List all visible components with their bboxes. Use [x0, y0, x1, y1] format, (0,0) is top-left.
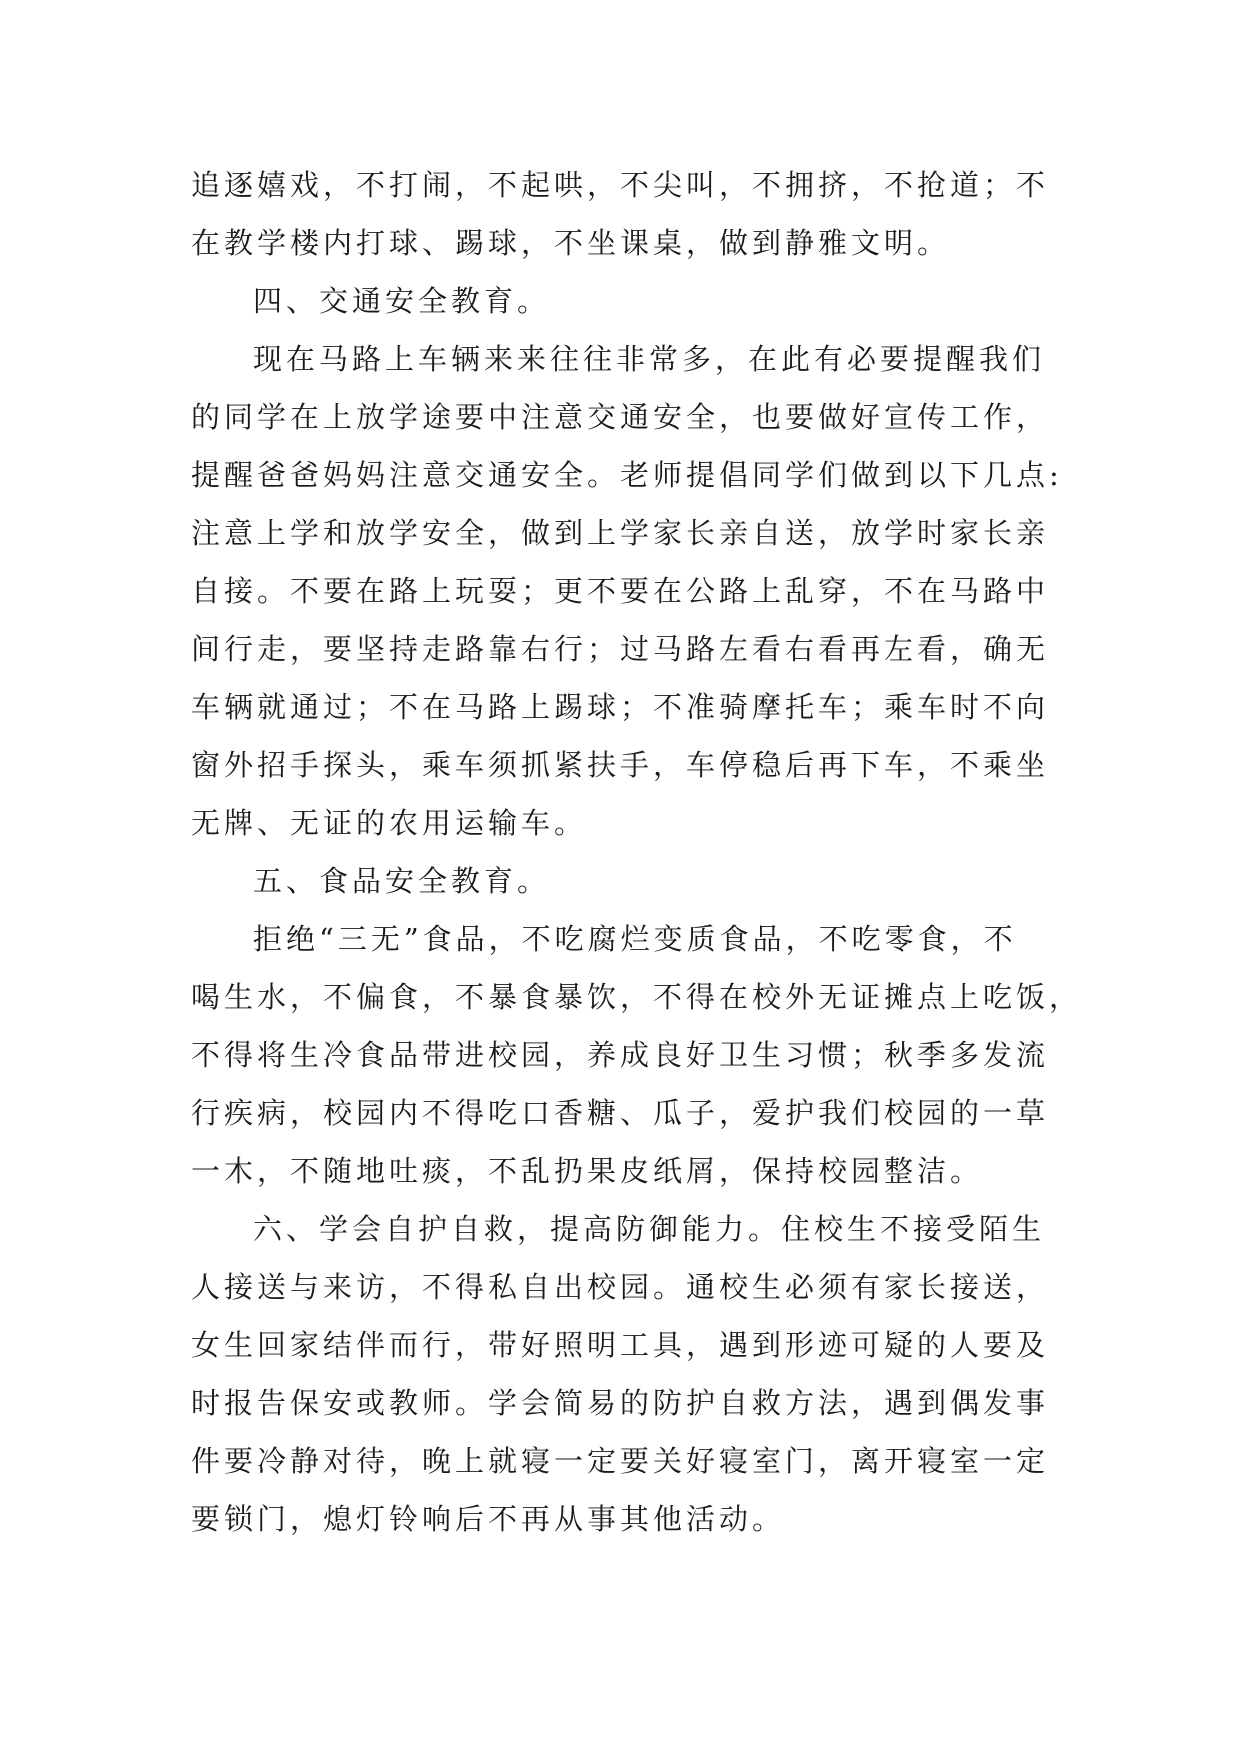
text-line: 女生回家结伴而行，带好照明工具，遇到形迹可疑的人要及	[191, 1328, 1050, 1362]
text-line: 无牌、无证的农用运输车。	[191, 806, 588, 840]
text-line: 窗外招手探头，乘车须抓紧扶手，车停稳后再下车，不乘坐	[191, 748, 1050, 782]
text-line: 现在马路上车辆来来往往非常多，在此有必要提醒我们	[253, 342, 1046, 376]
document-body	[191, 156, 1083, 1548]
text-line: 追逐嬉戏，不打闹，不起哄，不尖叫，不拥挤，不抢道；不	[191, 168, 1050, 202]
text-line: 拒绝“三无”食品，不吃腐烂变质食品，不吃零食，不	[253, 922, 1017, 956]
text-line: 喝生水，不偏食，不暴食暴饮，不得在校外无证摊点上吃饭，	[191, 980, 1083, 1014]
text-line: 在教学楼内打球、踢球，不坐课桌，做到静雅文明。	[191, 226, 951, 260]
text-line: 注意上学和放学安全，做到上学家长亲自送，放学时家长亲	[191, 516, 1050, 550]
section-heading-traffic: 四、交通安全教育。	[253, 284, 551, 318]
text-line: 的同学在上放学途要中注意交通安全，也要做好宣传工作，	[191, 400, 1050, 434]
text-line: 件要冷静对待，晚上就寝一定要关好寝室门，离开寝室一定	[191, 1444, 1050, 1478]
text-line: 间行走，要坚持走路靠右行；过马路左看右看再左看，确无	[191, 632, 1050, 666]
text-line: 要锁门，熄灯铃响后不再从事其他活动。	[191, 1502, 786, 1536]
text-line: 一木，不随地吐痰，不乱扔果皮纸屑，保持校园整洁。	[191, 1154, 984, 1188]
text-line: 提醒爸爸妈妈注意交通安全。老师提倡同学们做到以下几点:	[191, 458, 1063, 492]
text-line: 行疾病，校园内不得吃口香糖、瓜子，爱护我们校园的一草	[191, 1096, 1050, 1130]
text-line: 车辆就通过；不在马路上踢球；不准骑摩托车；乘车时不向	[191, 690, 1050, 724]
text-line: 自接。不要在路上玩耍；更不要在公路上乱穿，不在马路中	[191, 574, 1050, 608]
text-line: 人接送与来访，不得私自出校园。通校生必须有家长接送，	[191, 1270, 1050, 1304]
text-line: 不得将生冷食品带进校园，养成良好卫生习惯；秋季多发流	[191, 1038, 1050, 1072]
text-line: 时报告保安或教师。学会简易的防护自救方法，遇到偶发事	[191, 1386, 1050, 1420]
section-heading-food: 五、食品安全教育。	[253, 864, 551, 898]
section-heading-self-protection: 六、学会自护自救，提高防御能力。住校生不接受陌生	[253, 1212, 1046, 1246]
